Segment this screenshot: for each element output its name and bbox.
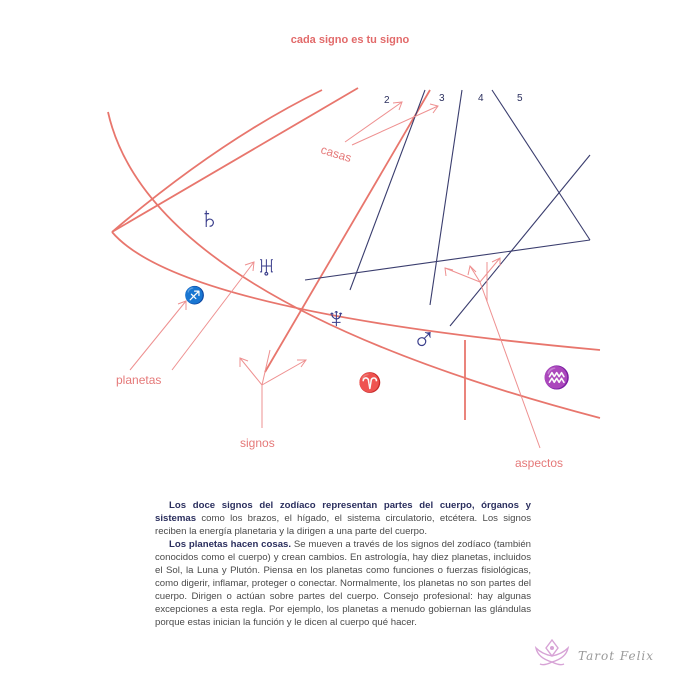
label-signos: signos: [240, 436, 275, 450]
paragraph-planets-bold: Los planetas hacen cosas.: [169, 539, 292, 550]
saturn-icon: ♄: [198, 202, 221, 235]
paragraph-planets-rest: Se mueven a través de los signos del zodíaco (también conocidos como el cuerpo) y crean cambios. En astrología, hay diez planetas, incluidos el Sol, la Luna y Plutón. Piensa en los planetas como funciones o fuerzas fisiológicas, como digerir, inflamar, proteger o conectar. Normalmente, los planetas no son partes del cuerpo. Dirigen o actúan sobre partes del cuerpo. Consejo profesional: hay algunas excepciones a esta regla. Por ejemplo, los planetas a menudo gobiernan las glándulas porque estas inician la función y le dicen al cuerpo qué hacer.: [155, 539, 531, 628]
paragraph-planets: [155, 538, 531, 629]
mars-icon: ♂: [412, 321, 436, 357]
aspect-line-1: [350, 90, 425, 290]
lotus-logo-icon: [532, 636, 572, 670]
wheel-spoke-1: [112, 88, 358, 232]
aquarius-icon: ♒: [543, 365, 571, 390]
watermark-text: Tarot Felix: [578, 649, 655, 663]
house-number-4: 4: [478, 93, 484, 104]
page-header: cada signo es tu signo: [290, 34, 410, 46]
aspect-lines: [305, 90, 590, 326]
aspect-line-5: [450, 155, 590, 326]
label-aspectos: aspectos: [515, 456, 564, 470]
sagittarius-icon: ♐: [184, 286, 206, 305]
house-number-5: 5: [517, 93, 523, 104]
house-number-2: 2: [384, 95, 390, 106]
outer-arc: [108, 112, 600, 418]
aries-icon: ♈: [358, 373, 382, 394]
neptune-icon: ♆: [325, 302, 348, 335]
paragraph-signs-rest: como los brazos, el hígado, el sistema circulatorio, etcétera. Los signos reciben la energía planetaria y la dirigen a una parte del cuerpo.: [155, 513, 531, 537]
aspect-line-3: [492, 90, 590, 240]
body-text: [155, 499, 531, 629]
label-casas: casas: [319, 142, 354, 166]
paragraph-signs: [155, 499, 531, 538]
house-number-3: 3: [439, 93, 445, 104]
zodiac-wheel: [108, 88, 600, 420]
uranus-icon: ♅: [256, 251, 277, 282]
paragraph-signs-bold: Los doce signos del zodíaco representan partes del cuerpo, órganos y sistemas: [155, 500, 531, 524]
wheel-spoke-2: [265, 90, 430, 372]
label-planetas: planetas: [116, 373, 162, 387]
aspect-line-4: [305, 240, 590, 280]
